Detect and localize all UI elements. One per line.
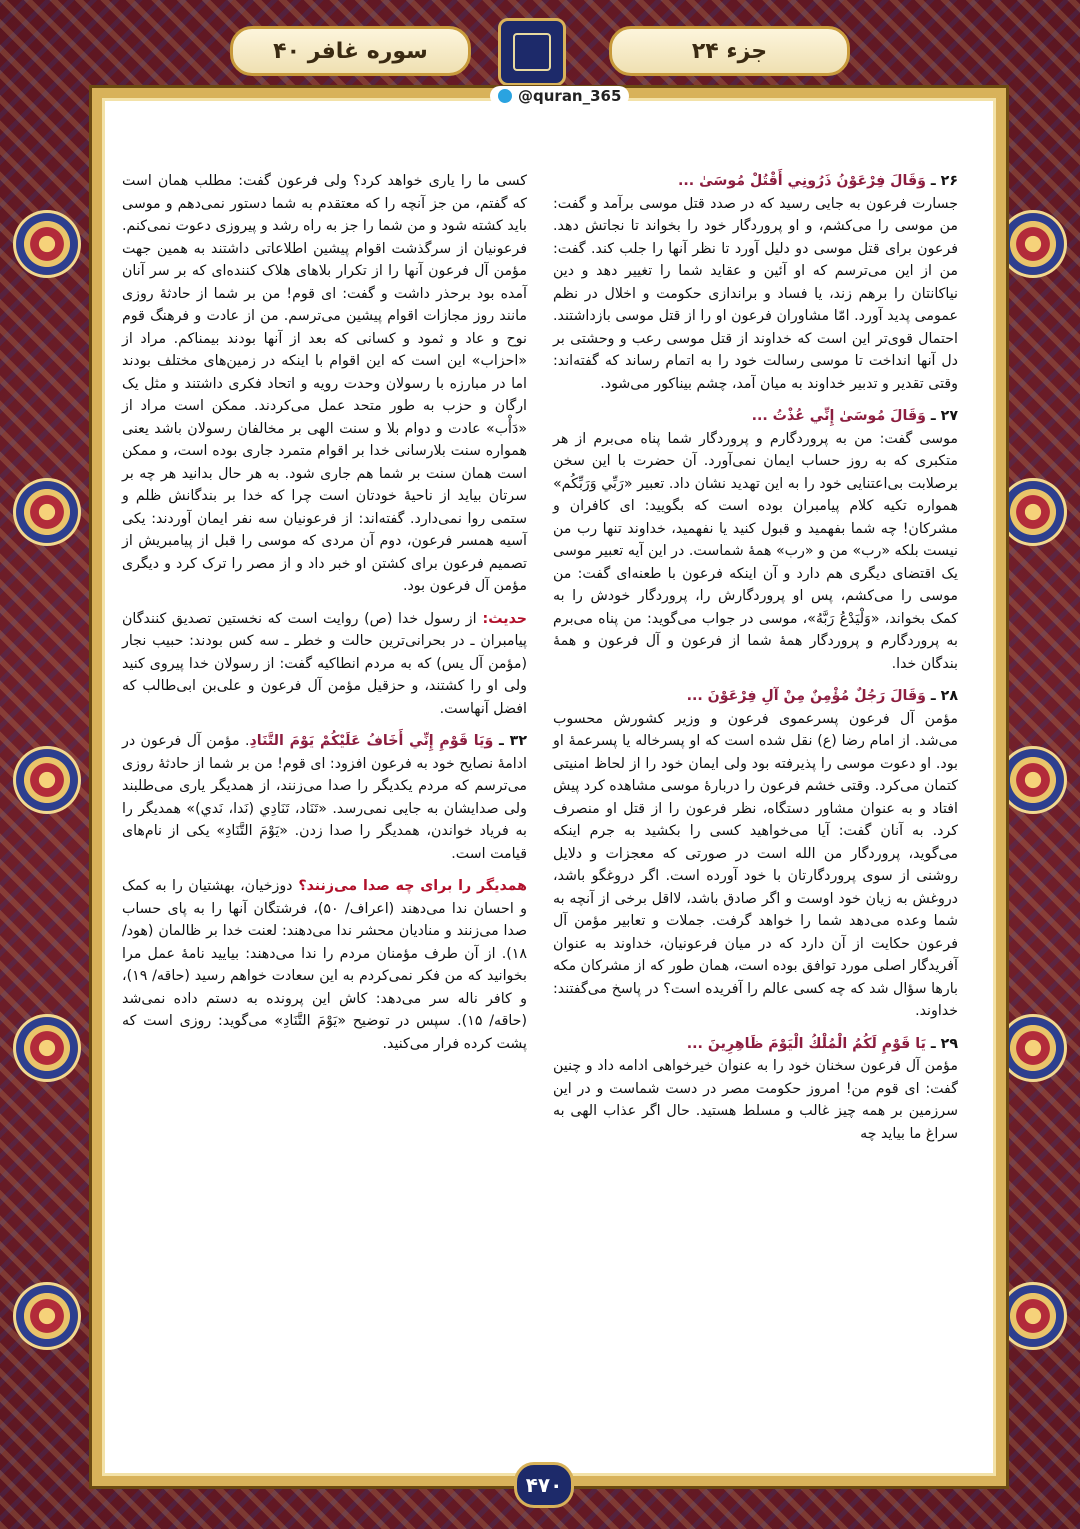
commentary-paragraph: کسی ما را یاری خواهد کرد؟ ولی فرعون گفت: مطلب همان است که گفتم، من جز آنچه را که معتقدم به شما دستور نمی‌دهم و موسی باید کشته شود و من شما را جز به راه رشد و پیروزی دعوت نمی‌کنم. فرعونیان از سرگذشت اقوام پیشین اطلاعاتی داشتند به همین جهت مؤمن آل فرعون آنها را از تکرار بلاهای هلاک کننده‌ای که بر سر آنان آمده بود برحذر داشت و گفت: ای قوم! من بر شما از حادثهٔ روزی مانند روز مجازات اقوام پیشین می‌ترسم. من از عادت و فرهنگ قوم نوح و عاد و ثمود و کسانی که بعد از آنها بودند بیمناکم. مراد از «احزاب» این است که این اقوام با اینکه در زمین‌های مختلف بودند اما در مبارزه با رسولان وحدت رویه و اتحاد فکری داشتند و مثل یک ارگان و حزب به طور متحد عمل می‌کردند. ممکن است مراد از «دَأْب» عادت و دوام بلا و سنت الهی بر مخالفان رسولان باشد یعنی همواره سنت بلارسانی خدا بر اقوام متمرد جاری بوده است، و ممکن است همان سنت بر شما هم جاری شود. به هر حال بدانید هر چه بر سرتان بیاید از ناحیهٔ خودتان است چرا که خدا بر بندگانش ظلم و ستمی روا نمی‌دارد. گفته‌اند: از فرعونیان سه نفر ایمان آوردند: یکی آسیه همسر فرعون، دوم آن مردی که موسی را قبل از پیامبریش از تصمیم فرعون برای کشتن او خبر داد و از مصر را ترک کرد و دیگری مؤمن آل فرعون بود. [122, 173, 527, 594]
question-paragraph: همدیگر را برای چه صدا می‌زنند؟ دوزخیان، بهشتیان را به کمک و احسان ندا می‌دهند (اعراف/ ۵۰)، فرشتگان آنها را به پای حساب صدا می‌زنند و منادیان محشر ندا می‌دهند: لعنت خدا بر ظالمان (هود/ ۱۸). از آن طرف مؤمنان مردم را ندا می‌دهند: بیایید نامهٔ عمل مرا بخوانید که من فکر نمی‌کردم به این سعادت خواهم رسید (حاقه/ ۱۹)، و کافر ناله سر می‌دهد: کاش این پرونده به دستم داده نمی‌شد (حاقه/ ۱۵). سپس در توضیح «يَوْمَ التَّنَادِ» می‌گوید: روزی است که پشت کرده فرار می‌کنید. [122, 878, 527, 1052]
commentary-text: موسی گفت: من به پروردگارم و پروردگار شما پناه می‌برم از هر متکبری که به روز حساب ایمان نمی‌آورد. آن حضرت با این سخن برصلابت بی‌اعتنایی خود را به این تهدید نشان داد. تعبیر «رَبِّي وَرَبِّكُم» همواره تکیه کلام پیامبران بوده است که بگویید: ای کافران و مشرکان! چه شما بفهمید و قبول کنید یا نفهمید، خداوند تنها رب من نیست بلکه «رب» من و «رب» همهٔ شماست. در این آیه تعبیر موسی یک اقتضای دیگری هم دارد و آن اینکه فرعون با طعنه‌ای گفت: من موسی را می‌کشم، پس او پروردگارش را، پروردگار خودش را به کمک بخواند، «وَلْيَدْعُ رَبَّهُ»، موسی در جواب می‌گوید: من پناه می‌برم به پروردگارم و پروردگار همهٔ شما از فرعون و آل فرعون و همهٔ بندگان خدا. [553, 430, 958, 672]
arabic-verse: وَقَالَ فِرْعَوْنُ ذَرُونِي أَقْتُلْ مُوسَىٰ ... [677, 173, 926, 189]
surah-label: سوره غافر ۴۰ [230, 26, 471, 76]
commentary-text: مؤمن آل فرعون پسرعموی فرعون و وزیر کشورش محسوب می‌شد. از امام رضا (ع) نقل شده است که او پسرخاله یا پسرعمهٔ او بود. او دعوت موسی را پذیرفته بود ولی ایمان خود را از لحاظ امنیتی کتمان می‌کرد. وقتی خشم فرعون را دربارهٔ موسی مشاهده کرد پیش افتاد و به عنوان مشاور دستگاه، نظر فرعون را از قتل او منصرف کرد. به آنان گفت: آیا می‌خواهید کسی را بکشید به جرم اینکه می‌گوید، پروردگار من الله است در صورتی که معجزات و دلایل روشنی از سوی پروردگارتان با خود آورده است. اگر دروغگو باشد، دروغش به زیان خود اوست و اگر صادق باشد، لااقل برخی از آنچه به شما وعده می‌دهد شما را خواهد گرفت. جملات و تعابیر مؤمن آل فرعون حکایت از آن دارد که در میان فرعونیان، خداوند به عنوان آفریدگار اصلی مورد توافق بوده است، همان طور که از مشرکان مکه بارها سؤال شد که چه کسی عالم را آفریده است؟ در پاسخ می‌گفتند: خداوند. [553, 710, 958, 1019]
question-heading: همدیگر را برای چه صدا می‌زنند؟ [292, 878, 527, 894]
quran-logo-icon [498, 18, 566, 86]
ornament-medallion [16, 749, 78, 811]
telegram-icon [498, 89, 512, 103]
verse-paragraph: ۲۹ ـ يَا قَوْمِ لَكُمُ الْمُلْكُ الْيَوْمَ ظَاهِرِينَ ... مؤمن آل فرعون سخنان خود را به عنوان خیرخواهی ادامه داد و چنین گفت: ای قوم من! امروز حکومت مصر در دست شماست و در این سرزمین بر همه چیز غالب و مسلط هستید. حال اگر عذاب الهی به سراغ ما بیاید چه [553, 1035, 958, 1142]
ornament-medallion [1002, 1285, 1064, 1347]
left-column [122, 170, 527, 1370]
page-number: ۴۷۰ [514, 1462, 574, 1508]
verse-paragraph: ۳۲ ـ وَيَا قَوْمِ إِنِّي أَخَافُ عَلَيْكُمْ يَوْمَ التَّنَادِ. مؤمن آل فرعون در ادامهٔ نصایح خود به فرعون افزود: ای قوم! من بر شما از حادثهٔ روزی می‌ترسم که مردم یکدیگر را صدا می‌زنند، از همدیگر یاری می‌طلبند ولی صدایشان به جایی نمی‌رسد. «تَنَاد، تَنَادِي (نَدا، نَدي)» همدیگر را به فریاد خواندن، همدیگر را صدا زدن. «يَوْمَ التَّنَادِ» یکی از نام‌های قیامت است. [122, 733, 527, 862]
channel-handle[interactable] [490, 86, 629, 106]
ornament-medallion [16, 213, 78, 275]
verse-paragraph: ۲۶ ـ وَقَالَ فِرْعَوْنُ ذَرُونِي أَقْتُلْ مُوسَىٰ ... جسارت فرعون به جایی رسید که در صدد قتل موسی برآمد و گفت: من موسی را می‌کشم، و او پروردگار خود را بخواند تا نجاتش دهد. فرعون برای قتل موسی دو دلیل آورد تا نظر آنها را جلب کند. گفت: من از این می‌ترسم که او آئین و عقاید شما را تغییر دهد و دین نیاکانتان را برهم زند، یا فساد و براندازی حکومت و اخلال در نظم عمومی پدید آورد. امّا مشاوران فرعون او را از قتل موسی بازداشتند. احتمال قوی‌تر این است که خداوند از قتل موسی رعب و وحشتی بر دل آنها انداخت تا موسی رسالت خود را به اتمام رساند که گفته‌اند: وقتی تقدیر و تدبیر خداوند به میان آمد، چشم بیناکور می‌شود. [553, 173, 958, 392]
ornament-medallion [16, 1285, 78, 1347]
ornament-medallion [1002, 481, 1064, 543]
juz-label: جزء ۲۴ [609, 26, 850, 76]
header-bar [230, 18, 850, 78]
ornament-medallion [16, 481, 78, 543]
right-ornament-band [998, 110, 1068, 1450]
ornament-medallion [1002, 749, 1064, 811]
handle-text: @quran_365 [518, 87, 622, 105]
arabic-verse: وَقَالَ مُوسَىٰ إِنِّي عُذْتُ ... [751, 408, 926, 424]
left-ornament-band [12, 110, 82, 1450]
verse-paragraph: ۲۸ ـ وَقَالَ رَجُلٌ مُؤْمِنٌ مِنْ آلِ فِرْعَوْنَ ... مؤمن آل فرعون پسرعموی فرعون و وزیر کشورش محسوب می‌شد. از امام رضا (ع) نقل شده است که او پسرخاله یا پسرعمهٔ او بود. او دعوت موسی را پذیرفته بود ولی ایمان خود را از لحاظ امنیتی کتمان می‌کرد. وقتی خشم فرعون را دربارهٔ موسی مشاهده کرد پیش افتاد و به عنوان مشاور دستگاه، نظر فرعون را از قتل او منصرف کرد. به آنان گفت: آیا می‌خواهید کسی را بکشید به جرم اینکه می‌گوید، پروردگار من الله است در صورتی که معجزات و دلایل روشنی از سوی پروردگارتان با خود آورده است. اگر دروغگو باشد، دروغش به زیان خود اوست و اگر صادق باشد، لااقل برخی از آنچه به شما وعده می‌دهد شما را خواهد گرفت. جملات و تعابیر مؤمن آل فرعون حکایت از آن دارد که در میان فرعونیان، خداوند به عنوان آفریدگار اصلی مورد توافق بوده است، همان طور که از مشرکان مکه بارها سؤال شد که چه کسی عالم را آفریده است؟ در پاسخ می‌گفتند: خداوند. [553, 688, 958, 1019]
commentary-text: مؤمن آل فرعون سخنان خود را به عنوان خیرخواهی ادامه داد و چنین گفت: ای قوم من! امروز حکومت مصر در دست شماست و در این سرزمین بر همه چیز غالب و مسلط هستید. حال اگر عذاب الهی به سراغ ما بیاید چه [553, 1058, 958, 1142]
arabic-verse: يَا قَوْمِ لَكُمُ الْمُلْكُ الْيَوْمَ ظَاهِرِينَ ... [686, 1035, 926, 1052]
text-columns [122, 170, 958, 1370]
arabic-verse: وَقَالَ رَجُلٌ مُؤْمِنٌ مِنْ آلِ فِرْعَوْنَ ... [686, 688, 926, 704]
hadith-heading: حدیث: [476, 610, 527, 627]
right-column [553, 170, 958, 1370]
ornament-medallion [1002, 1017, 1064, 1079]
verse-paragraph: ۲۷ ـ وَقَالَ مُوسَىٰ إِنِّي عُذْتُ ... موسی گفت: من به پروردگارم و پروردگار شما پناه می‌برم از هر متکبری که به روز حساب ایمان نمی‌آورد. آن حضرت با این سخن برصلابت بی‌اعتنایی خود را به این تهدید نشان داد. تعبیر «رَبِّي وَرَبِّكُم» همواره تکیه کلام پیامبران بوده است که بگویید: ای کافران و مشرکان! چه شما بفهمید و قبول کنید یا نفهمید، خداوند تنها رب من نیست بلکه «رب» من و «رب» همهٔ شماست. در این آیه تعبیر موسی یک اقتضای دیگری هم دارد و آن اینکه فرعون با طعنه‌ای گفت: من موسی را می‌کشم، پس او پروردگارش را، پروردگار خودش را به کمک بخواند، «وَلْيَدْعُ رَبَّهُ»، موسی در جواب می‌گوید: من پناه می‌برم به پروردگارم و پروردگار همهٔ شما از فرعون و آل فرعون و همهٔ بندگان خدا. [553, 408, 958, 672]
hadith-paragraph: حدیث: از رسول خدا (ص) روایت است که نخستین تصدیق کنندگان پیامبران ـ در بحرانی‌ترین حالت و خطر ـ سه کس بودند: حبیب نجار (مؤمن آل یس) که به مردم انطاکیه گفت: از رسولان خدا پیروی کنید ولی او را کشتند، و حزقیل مؤمن آل فرعون و علی‌بن ابی‌طالب که افضل آنهاست. [122, 610, 527, 717]
commentary-text: جسارت فرعون به جایی رسید که در صدد قتل موسی برآمد و گفت: من موسی را می‌کشم، و او پروردگار خود را بخواند تا نجاتش دهد. فرعون برای قتل موسی دو دلیل آورد تا نظر آنها را جلب کند. گفت: من از این می‌ترسم که او آئین و عقاید شما را تغییر دهد و دین نیاکانتان را برهم زند، یا فساد و براندازی حکومت و اخلال در نظم عمومی پدید آورد. امّا مشاوران فرعون او را از قتل موسی بازداشتند. احتمال قوی‌تر این است که خداوند از قتل موسی رعب و وحشتی بر دل آنها انداخت تا موسی رسالت خود را به اتمام رساند که گفته‌اند: وقتی تقدیر و تدبیر خداوند به میان آمد، چشم بیناکور می‌شود. [553, 195, 958, 392]
ornament-medallion [16, 1017, 78, 1079]
ornament-medallion [1002, 213, 1064, 275]
arabic-verse: وَيَا قَوْمِ إِنِّي أَخَافُ عَلَيْكُمْ يَوْمَ التَّنَادِ [249, 733, 494, 749]
